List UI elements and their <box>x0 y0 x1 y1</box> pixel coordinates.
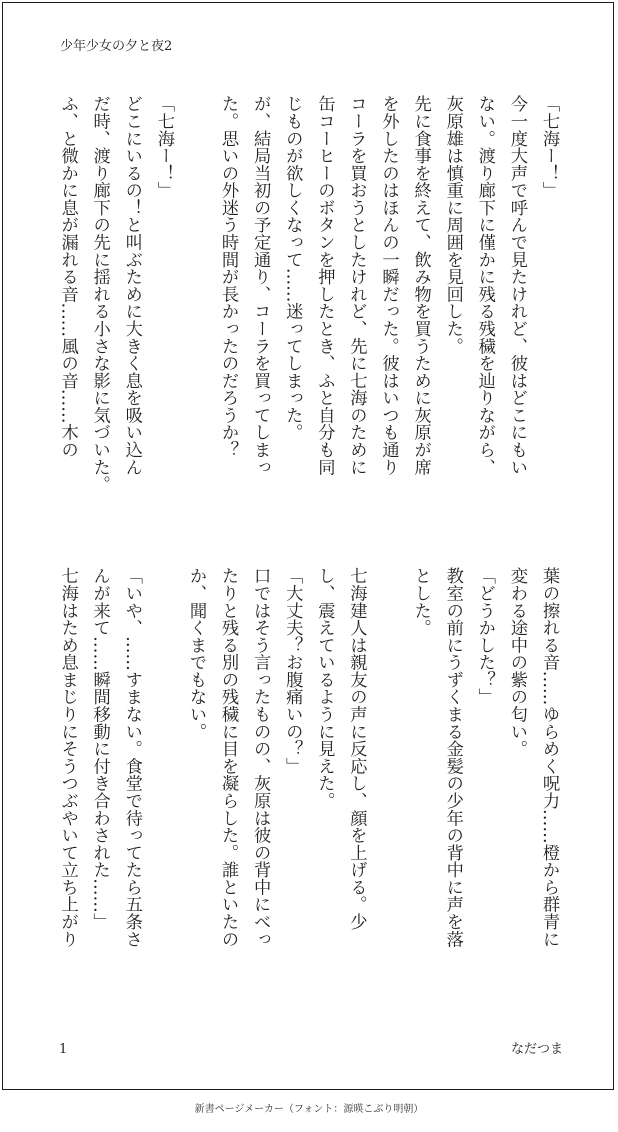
text-line: を外したのはほんの一瞬だった。彼はいつも通り <box>378 95 399 476</box>
text-line: コーラを買おうとしたけれど、先に七海のために <box>346 95 367 476</box>
text-line: ない。渡り廊下に僅かに残る残穢を辿りながら、 <box>474 95 495 476</box>
text-line <box>148 567 180 987</box>
text-line: 「どうかした？」 <box>474 567 495 706</box>
body-text-bottom <box>55 567 565 987</box>
text-line: た。思いの外迷う時間が長かったのだろうか？ <box>218 95 239 459</box>
page-number: 1 <box>59 1042 68 1057</box>
text-line: じものが欲しくなって……迷ってしまった。 <box>282 95 303 441</box>
text-line: んが来て……瞬間移動に付き合わされた……」 <box>89 567 110 931</box>
text-line: 灰原雄は慎重に周囲を見回した。 <box>442 95 463 355</box>
text-line: だ時、渡り廊下の先に揺れる小さな影に気づいた。 <box>89 95 110 493</box>
text-line: 七海はため息まじりにそうつぶやいて立ち上がり <box>57 567 78 948</box>
text-line: 今一度大声で呼んで見たけれど、彼はどこにもい <box>506 95 527 476</box>
page-title: 少年少女の夕と夜2 <box>60 39 173 54</box>
text-line: 「七海ー！」 <box>539 95 559 199</box>
text-line <box>180 95 212 535</box>
text-line: 「七海ー！」 <box>153 95 174 199</box>
text-line: 「いや、……すまない。食堂で待ってたら五条さ <box>121 567 142 948</box>
page-frame <box>2 2 614 1090</box>
text-line: が、結局当初の予定通り、コーラを買ってしまっ <box>250 95 271 476</box>
text-line: 先に食事を終えて、飲み物を買うために灰原が席 <box>410 95 431 476</box>
text-line: 葉の擦れる音……ゆらめく呪力……橙から群青に <box>539 567 559 948</box>
text-line: し、震えているように見えた。 <box>314 567 335 810</box>
text-line: 「大丈夫？お腹痛いの？」 <box>282 567 303 775</box>
body-text-top <box>55 95 565 535</box>
text-line: 口ではそう言ったものの、灰原は彼の背中にべっ <box>250 567 271 948</box>
text-line <box>372 567 404 987</box>
text-line: か、聞くまでもない。 <box>185 567 206 740</box>
footer-credit: 新書ページメーカー（フォント：源暎こぶり明朝） <box>194 1104 424 1115</box>
text-line: 七海建人は親友の声に反応し、顔を上げる。少 <box>346 567 367 931</box>
text-line: どこにいるの！と叫ぶために大きく息を吸い込ん <box>121 95 142 476</box>
text-line: 缶コーヒーのボタンを押したとき、ふと自分も同 <box>314 95 335 476</box>
text-line: 教室の前にうずくまる金髪の少年の背中に声を落 <box>442 567 463 948</box>
text-line: 変わる途中の紫の匂い。 <box>506 567 527 758</box>
text-line: たりと残る別の残穢に目を凝らした。誰といたの <box>218 567 239 948</box>
author-name: なだつま <box>510 1042 563 1057</box>
text-line: ふ、と微かに息が漏れる音……風の音……木の <box>57 95 78 459</box>
text-line: とした。 <box>410 567 431 637</box>
